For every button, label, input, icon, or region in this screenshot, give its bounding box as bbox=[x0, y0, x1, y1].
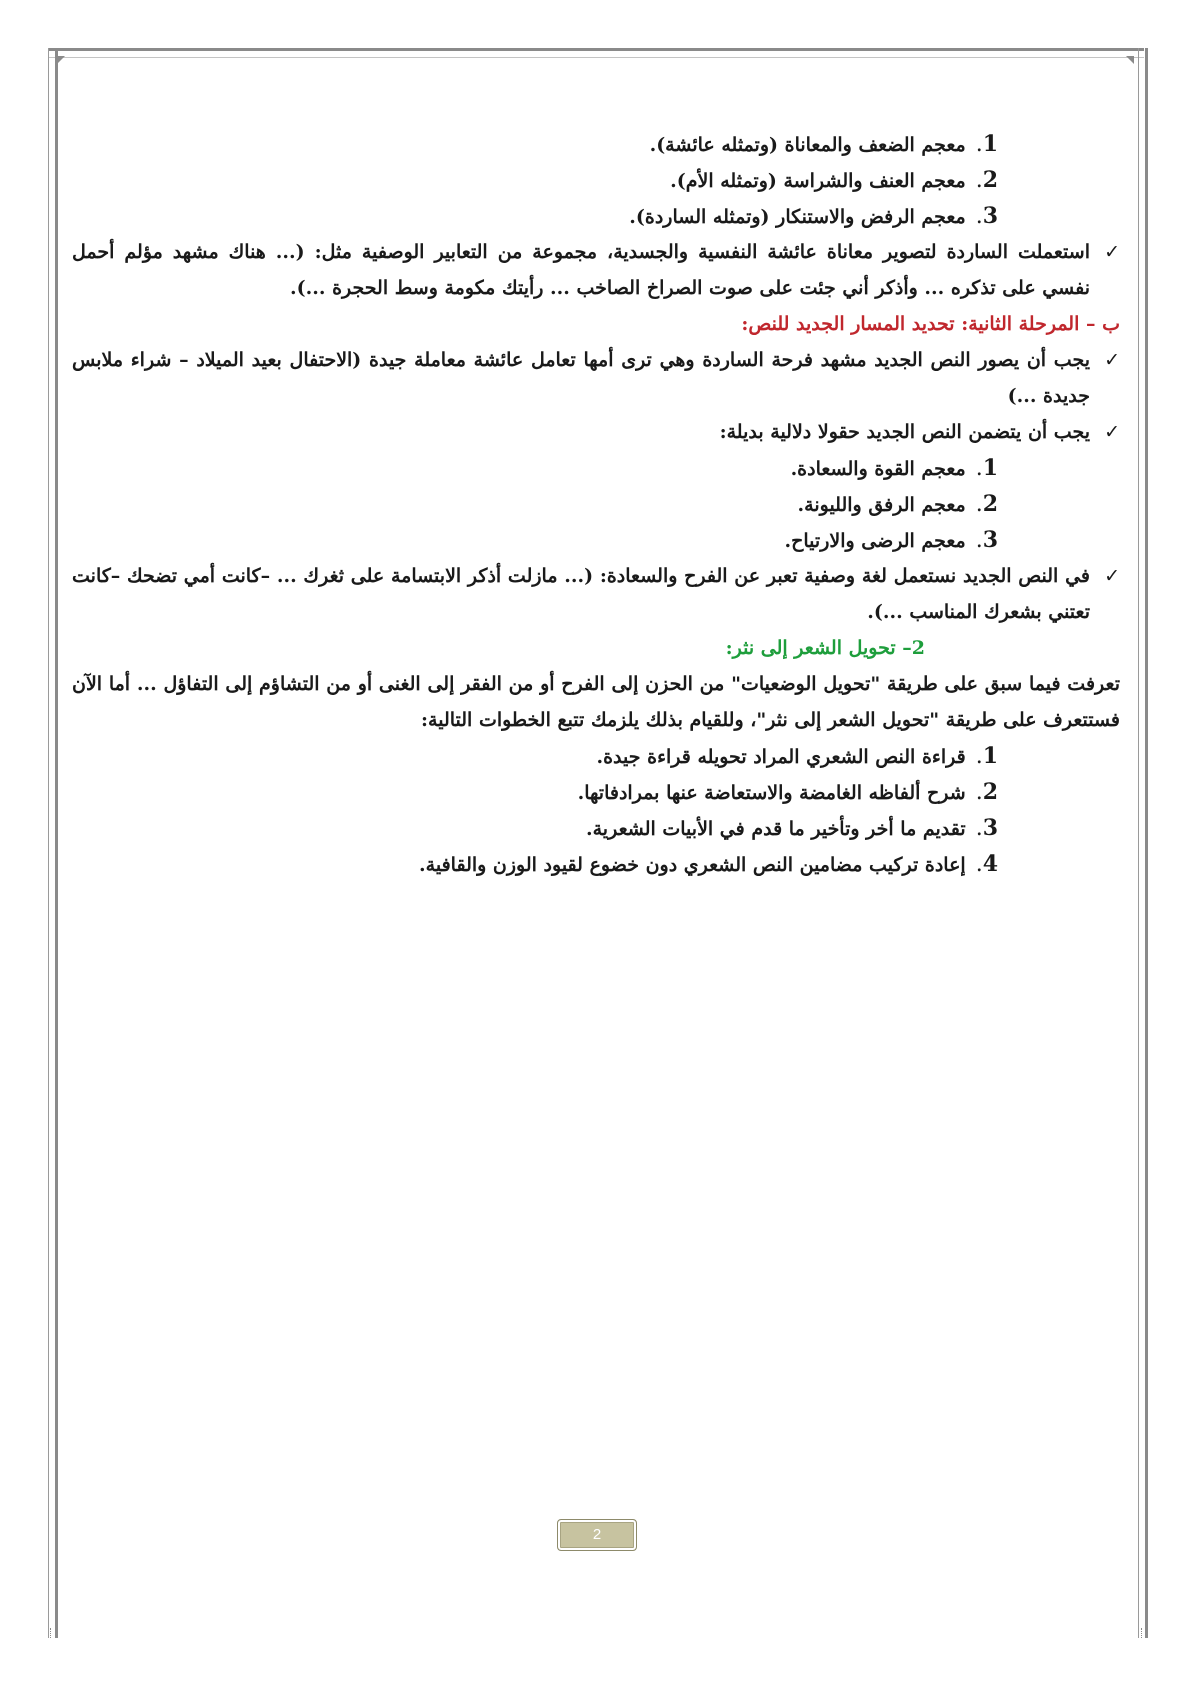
list-item-text: إعادة تركيب مضامين النص الشعري دون خضوع لقيود الوزن والقافية. bbox=[419, 854, 966, 876]
page-border-top bbox=[48, 48, 1144, 58]
list-item bbox=[72, 522, 1120, 558]
intro-paragraph: تعرفت فيما سبق على طريقة "تحويل الوضعيات" من الحزن إلى الفرح أو من الفقر إلى الغنى أو من التشاؤم إلى التفاؤل ... أما الآن فستتعرف على طريقة "تحويل الشعر إلى نثر"، وللقيام بذلك يلزمك تتبع الخطوات التالية: bbox=[72, 673, 1120, 731]
checklist-text: يجب أن يصور النص الجديد مشهد فرحة الساردة وهي ترى أمها تعامل عائشة معاملة جيدة (الاحتفال بعيد الميلاد – شراء ملابس جديدة ...) bbox=[72, 349, 1090, 407]
list-item bbox=[72, 846, 1120, 882]
list-item bbox=[72, 126, 1120, 162]
list-number: 4. bbox=[975, 851, 998, 877]
list-item bbox=[72, 486, 1120, 522]
list-item bbox=[72, 810, 1120, 846]
checklist-text: في النص الجديد نستعمل لغة وصفية تعبر عن الفرح والسعادة: (... مازلت أذكر الابتسامة على ثغرك ... –كانت أمي تضحك –كانت تعتني بشعرك المناسب ...). bbox=[72, 565, 1090, 623]
checkmark-icon: ✓ bbox=[1104, 241, 1120, 263]
list-number: 1. bbox=[975, 455, 998, 481]
list-item-text: معجم الضعف والمعاناة (وتمثله عائشة). bbox=[649, 134, 966, 156]
border-foot-left bbox=[50, 1628, 54, 1638]
list-item-text: معجم الرضى والارتياح. bbox=[784, 530, 966, 552]
page-number-badge: 2 bbox=[557, 1519, 637, 1551]
checklist-text: يجب أن يتضمن النص الجديد حقولا دلالية بديلة: bbox=[719, 421, 1090, 443]
list-item-text: قراءة النص الشعري المراد تحويله قراءة جيدة. bbox=[596, 746, 966, 768]
list-item bbox=[72, 774, 1120, 810]
checklist-item bbox=[72, 558, 1120, 630]
page-border-left bbox=[48, 48, 58, 1638]
checklist-item bbox=[72, 234, 1120, 306]
corner-ornament-right bbox=[1126, 56, 1134, 64]
checklist-item bbox=[72, 342, 1120, 414]
section-heading-poetry-to-prose: 2– تحويل الشعر إلى نثر: bbox=[725, 637, 925, 659]
list-item bbox=[72, 162, 1120, 198]
list-item-text: معجم الرفض والاستنكار (وتمثله الساردة). bbox=[629, 206, 966, 228]
list-number: 2. bbox=[975, 167, 998, 193]
list-number: 1. bbox=[975, 131, 998, 157]
list-item-text: شرح ألفاظه الغامضة والاستعاضة عنها بمرادفاتها. bbox=[577, 782, 966, 804]
list-item-text: تقديم ما أخر وتأخير ما قدم في الأبيات الشعرية. bbox=[586, 818, 966, 840]
list-item bbox=[72, 198, 1120, 234]
document-body bbox=[72, 126, 1120, 882]
corner-ornament-left bbox=[57, 56, 65, 64]
list-item-text: معجم العنف والشراسة (وتمثله الأم). bbox=[670, 170, 966, 192]
section-heading-phase-b: ب – المرحلة الثانية: تحديد المسار الجديد للنص: bbox=[741, 313, 1120, 335]
checklist-item bbox=[72, 414, 1120, 450]
list-number: 1. bbox=[975, 743, 998, 769]
checkmark-icon: ✓ bbox=[1104, 421, 1120, 443]
list-number: 2. bbox=[975, 491, 998, 517]
list-item bbox=[72, 738, 1120, 774]
checkmark-icon: ✓ bbox=[1104, 565, 1120, 587]
checkmark-icon: ✓ bbox=[1104, 349, 1120, 371]
list-item-text: معجم الرفق والليونة. bbox=[797, 494, 966, 516]
list-number: 2. bbox=[975, 779, 998, 805]
border-foot-right bbox=[1141, 1628, 1145, 1638]
list-item bbox=[72, 450, 1120, 486]
list-item-text: معجم القوة والسعادة. bbox=[790, 458, 966, 480]
list-number: 3. bbox=[975, 203, 998, 229]
checklist-text: استعملت الساردة لتصوير معاناة عائشة النفسية والجسدية، مجموعة من التعابير الوصفية مثل: (... هناك مشهد مؤلم أحمل نفسي على تذكره ... وأذكر أني جئت على صوت الصراخ الصاخب ... رأيتك مكومة وسط الحجرة ...). bbox=[72, 241, 1090, 299]
list-number: 3. bbox=[975, 815, 998, 841]
list-number: 3. bbox=[975, 527, 998, 553]
page-border-right bbox=[1138, 48, 1148, 1638]
